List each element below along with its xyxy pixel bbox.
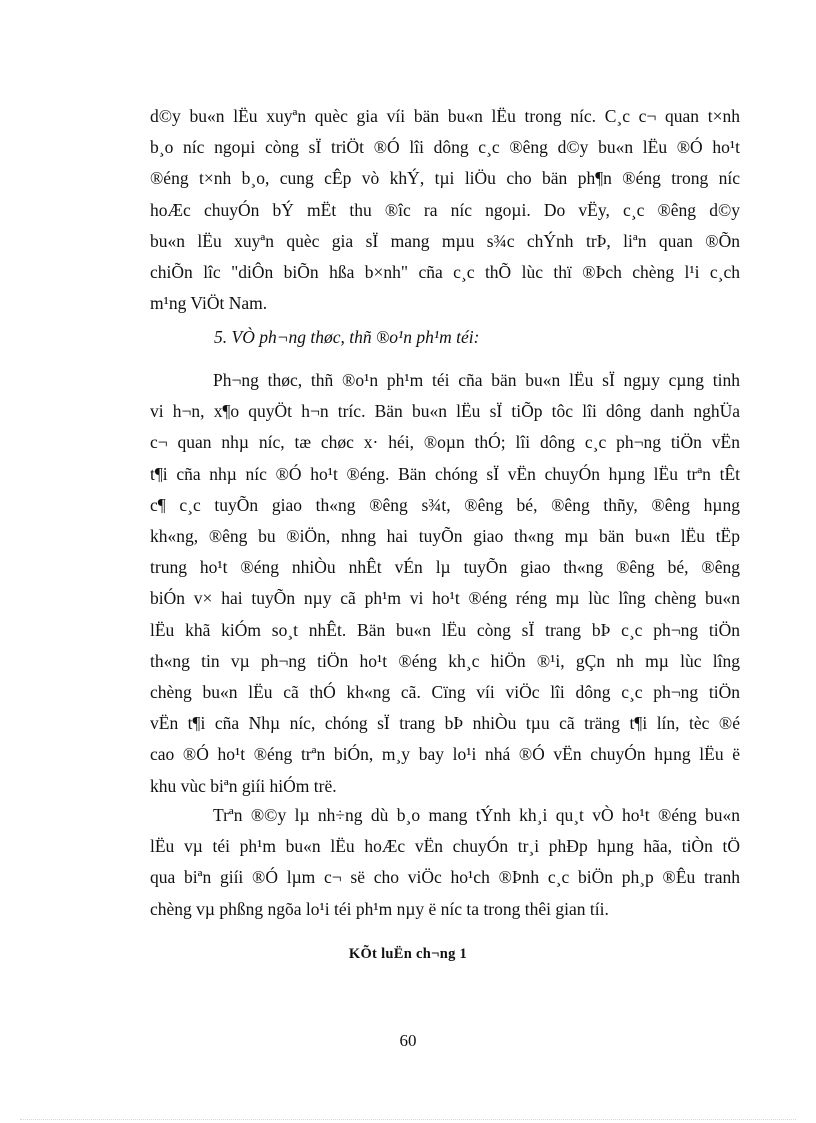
paragraph-line: cao ®Ó ho¹t ®éng trªn biÓn, m¸y bay lo¹i nhá ®Ó vËn chuyÓn hµng lËu ë (150, 744, 740, 765)
paragraph-line: vËn t¶i cña Nhµ níc, chóng sÏ trang bÞ nhiÒu tµu cã träng t¶i lín, tèc ®é (150, 713, 740, 734)
paragraph-line: d©y bu«n lËu xuyªn quèc gia víi bän bu«n lËu trong níc. C¸c c¬ quan t×nh (150, 106, 740, 126)
page-number: 60 (399, 1031, 417, 1050)
paragraph-3 (150, 800, 740, 925)
page-bottom-divider (20, 1119, 796, 1120)
paragraph-line: lËu vµ téi ph¹m bu«n lËu hoÆc vËn chuyÓn tr¸i phÐp hµng hãa, tiÒn tÖ (150, 836, 740, 857)
paragraph-line: t¶i cña nhµ níc ®Ó ho¹t ®éng. Bän chóng sÏ vËn chuyÓn hµng lËu trªn tÊt (150, 463, 740, 484)
paragraph-line: Ph¬ng thøc, thñ ®o¹n ph¹m téi cña bän bu«n lËu sÏ ngµy cµng tinh (213, 370, 740, 390)
paragraph-line: lËu khã kiÓm so¸t nhÊt. Bän bu«n lËu còng sÏ trang bÞ c¸c ph¬ng tiÖn (150, 619, 740, 640)
paragraph-line: hoÆc chuyÓn bÝ mËt thu ®îc ra níc ngoµi. Do vËy, c¸c ®êng d©y (150, 199, 740, 220)
paragraph-line: vi h¬n, x¶o quyÖt h¬n tríc. Bän bu«n lËu sÏ tiÕp tôc lîi dông danh nghÜa (150, 401, 740, 422)
paragraph-line: khu vùc biªn giíi hiÓm trë. (150, 775, 337, 796)
paragraph-1 (150, 101, 740, 319)
paragraph-line: m¹ng ViÖt Nam. (150, 293, 268, 314)
paragraph-line: qua biªn giíi ®Ó lµm c¬ së cho viÖc ho¹ch ®Þnh c¸c biÖn ph¸p ®Êu tranh (150, 867, 740, 888)
paragraph-line: bu«n lËu xuyªn quèc gia sÏ mang mµu s¾c chÝnh trÞ, liªn quan ®Õn (150, 230, 740, 251)
paragraph-2 (150, 365, 740, 802)
section-heading: 5. VÒ ph¬ng thøc, thñ ®o¹n ph¹m téi: (214, 327, 480, 347)
chapter-conclusion-title: KÕt luËn ch¬ng 1 (348, 946, 468, 962)
paragraph-line: trung ho¹t ®éng nhiÒu nhÊt vÉn lµ tuyÕn giao th«ng ®êng bé, ®êng (150, 557, 740, 578)
paragraph-line: chèng bu«n lËu cã thÓ kh«ng cã. Cïng víi viÖc lîi dông c¸c ph¬ng tiÖn (150, 682, 740, 703)
paragraph-line: biÓn v× hai tuyÕn nµy cã ph¹m vi ho¹t ®éng réng mµ lùc lîng chèng bu«n (150, 588, 740, 609)
paragraph-line: Trªn ®©y lµ nh÷ng dù b¸o mang tÝnh kh¸i qu¸t vÒ ho¹t ®éng bu«n (213, 805, 740, 825)
paragraph-line: b¸o níc ngoµi còng sÏ triÖt ®Ó lîi dông c¸c ®êng d©y bu«n lËu ®Ó ho¹t (150, 137, 740, 158)
paragraph-line: kh«ng, ®êng bu ®iÖn, nhng hai tuyÕn giao th«ng mµ bän bu«n lËu tËp (150, 526, 740, 547)
paragraph-line: c¬ quan nhµ níc, tæ chøc x· héi, ®oµn thÓ; lîi dông c¸c ph¬ng tiÖn vËn (150, 432, 740, 453)
paragraph-line: ®éng t×nh b¸o, cung cÊp vò khÝ, tµi liÖu cho bän ph¶n ®éng trong níc (150, 168, 740, 189)
paragraph-line: th«ng tin vµ ph¬ng tiÖn ho¹t ®éng kh¸c hiÖn ®¹i, gÇn nh mµ lùc lîng (150, 650, 740, 671)
paragraph-line: c¶ c¸c tuyÕn giao th«ng ®êng s¾t, ®êng bé, ®êng thñy, ®êng hµng (150, 494, 740, 515)
paragraph-line: chèng vµ phßng ngõa lo¹i téi ph¹m nµy ë níc ta trong thêi gian tíi. (150, 898, 609, 919)
paragraph-line: chiÕn lîc "diÔn biÕn hßa b×nh" cña c¸c thÕ lùc thï ®Þch chèng l¹i c¸ch (150, 262, 740, 283)
